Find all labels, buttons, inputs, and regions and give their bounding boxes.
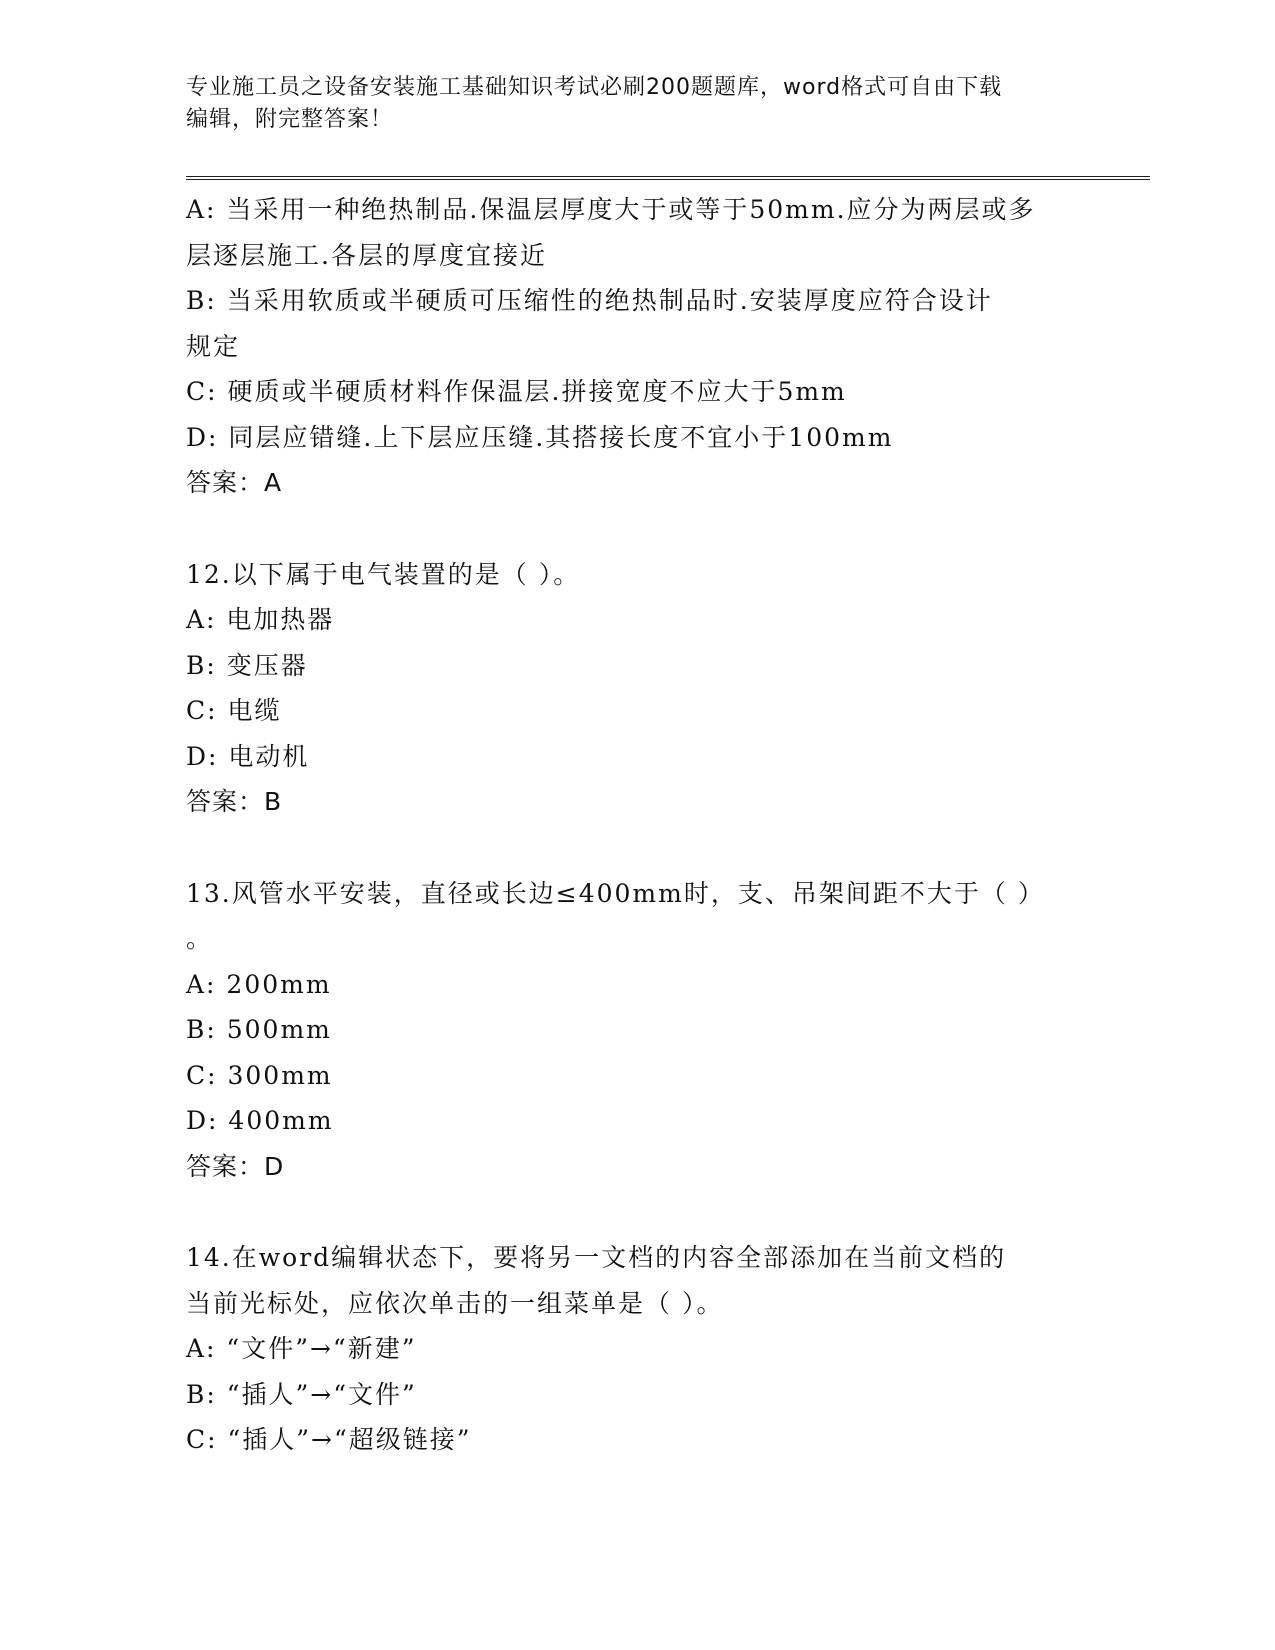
- q12-answer: 答案：B: [186, 787, 283, 816]
- document-header: [186, 72, 1066, 136]
- q11-option-a-line-1: A: 当采用一种绝热制品.保温层厚度大于或等于50mm.应分为两层或多: [186, 195, 1036, 224]
- q12-option-b: B: 变压器: [186, 650, 308, 680]
- q12-option-c: C: 电缆: [186, 696, 282, 725]
- q13-option-d: D: 400mm: [186, 1106, 334, 1135]
- q13-option-a: A: 200mm: [186, 969, 332, 999]
- q13-question-line-1: 13.风管水平安装，直径或长边≤400mm时，支、吊架间距不大于（ ）: [186, 878, 1045, 908]
- spacer: [186, 506, 1086, 552]
- q12-option-d: D: 电动机: [186, 741, 310, 771]
- q13-option-b: B: 500mm: [186, 1015, 332, 1044]
- spacer: [186, 825, 1086, 871]
- header-line-1: 专业施工员之设备安装施工基础知识考试必刷200题题库，word格式可自由下载: [186, 75, 1003, 100]
- spacer: [186, 1189, 1086, 1235]
- question-14: [186, 1235, 1086, 1463]
- header-divider: [186, 176, 1150, 180]
- q12-question: 12.以下属于电气装置的是（ ）。: [186, 559, 581, 589]
- q11-option-b-line-2: 规定: [186, 331, 241, 361]
- q11-option-c: C: 硬质或半硬质材料作保温层.拼接宽度不应大于5mm: [186, 377, 847, 406]
- q11-answer: 答案：A: [186, 468, 283, 497]
- q14-option-a: A: “文件”→“新建”: [186, 1334, 417, 1363]
- question-12: [186, 552, 1086, 825]
- q12-option-a: A: 电加热器: [186, 605, 335, 634]
- q11-option-d: D: 同层应错缝.上下层应压缝.其搭接长度不宜小于100mm: [186, 422, 894, 452]
- question-11: [186, 187, 1086, 506]
- q13-answer: 答案：D: [186, 1151, 285, 1181]
- header-line-2: 编辑，附完整答案！: [186, 107, 394, 132]
- question-13: [186, 871, 1086, 1190]
- q11-option-a-line-2: 层逐层施工.各层的厚度宜接近: [186, 240, 547, 270]
- q13-question-line-2: 。: [186, 924, 214, 953]
- q14-question-line-1: 14.在word编辑状态下，要将另一文档的内容全部添加在当前文档的: [186, 1243, 1007, 1272]
- q13-option-c: C: 300mm: [186, 1060, 333, 1090]
- q14-option-b: B: “插人”→“文件”: [186, 1379, 417, 1409]
- q11-option-b-line-1: B: 当采用软质或半硬质可压缩性的绝热制品时.安装厚度应符合设计: [186, 286, 993, 315]
- question-list: [186, 187, 1086, 1463]
- q14-question-line-2: 当前光标处，应依次单击的一组菜单是（ ）。: [186, 1288, 724, 1318]
- q14-option-c: C: “插人”→“超级链接”: [186, 1425, 472, 1454]
